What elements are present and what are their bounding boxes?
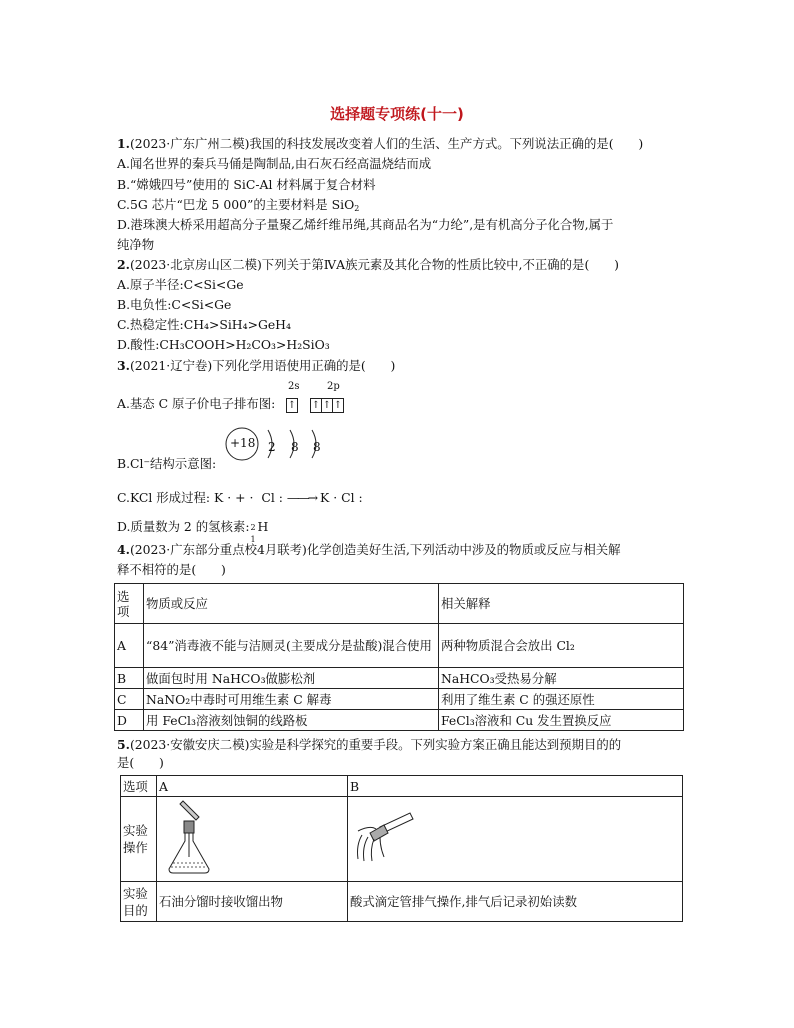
q5-number: 5. (117, 737, 130, 752)
table-row (115, 689, 684, 710)
q5-col-head: 选项 (121, 776, 157, 797)
q3-number: 3. (117, 358, 130, 373)
orbital-2p-label: 2p (327, 381, 340, 392)
q2-number: 2. (117, 257, 130, 272)
row-c-substance: NaNO₂中毒时可用维生素 C 解毒 (144, 689, 439, 710)
kcl-formation-equation (214, 489, 363, 507)
kcl-cl-right: Cl (341, 490, 355, 505)
row-b-substance: 做面包时用 NaHCO₃做膨松剂 (144, 668, 439, 689)
orbital-2p-box-2: ↑ (322, 400, 332, 411)
q4-table (114, 583, 684, 731)
shell-2-count: 8 (291, 440, 299, 454)
q5-row-goal: 实验目的 (121, 882, 157, 922)
q5-stem-line1 (117, 736, 621, 754)
header-substance: 物质或反应 (144, 584, 439, 624)
nuclide-symbol: H (257, 519, 269, 534)
q5-option-b-head: B (348, 776, 683, 797)
electron-dot: · (227, 490, 232, 505)
q5-table (120, 775, 683, 922)
q5-stem-line2: 是( ) (117, 755, 164, 770)
row-c-explanation: 利用了维生素 C 的强还原性 (439, 689, 684, 710)
burette-exhaust-figure (350, 807, 430, 867)
row-b-option: B (115, 668, 144, 689)
q3-option-d: D.质量数为 2 的氢核素: 2 1 H (117, 519, 269, 544)
q1-option-d-line2: 纯净物 (117, 237, 155, 252)
conical-flask-figure (159, 797, 219, 877)
q5-goal-b: 酸式滴定管排气操作,排气后记录初始读数 (348, 882, 683, 922)
q4-stem-line1 (117, 541, 621, 559)
table-header-row (121, 776, 683, 797)
q1-number: 1. (117, 136, 130, 151)
q1-option-c-sub: 2 (354, 204, 360, 213)
q1-option-c (117, 196, 359, 214)
kcl-k-left: K (214, 490, 224, 505)
row-a-substance: “84”消毒液不能与洁厕灵(主要成分是盐酸)混合使用 (144, 624, 439, 668)
plus-sign: + (235, 490, 246, 505)
q4-stem-text: (2023·广东部分重点校4月联考)化学创造美好生活,下列活动中涉及的物质或反应与相关解 (129, 542, 621, 557)
q1-stem-text: (2023·广东广州二模)我国的科技发展改变着人们的生活、生产方式。下列说法正确的是( ) (129, 136, 644, 151)
electron-dots: · (249, 490, 254, 505)
table-header-row (115, 584, 684, 624)
lone-pair: : (354, 490, 363, 505)
q1-option-b: B.“嫦娥四号”使用的 SiC-Al 材料属于复合材料 (117, 177, 376, 192)
kcl-cl-left: Cl (261, 490, 275, 505)
orbital-2s-box: ↑ (287, 400, 297, 411)
q3-option-a: A.基态 C 原子价电子排布图: (117, 396, 276, 411)
q1-option-a: A.闻名世界的秦兵马俑是陶制品,由石灰石经高温烧结而成 (117, 156, 432, 171)
q5-b-figure-cell (348, 797, 683, 882)
q1-option-d-line1: D.港珠澳大桥采用超高分子量聚乙烯纤维吊绳,其商品名为“力纶”,是有机高分子化合物,属于 (117, 217, 614, 232)
orbital-2p-box-1: ↑ (311, 400, 321, 411)
table-row (121, 882, 683, 922)
q3-option-b: B.Cl⁻结构示意图: (117, 456, 217, 471)
kcl-k-right: K (320, 490, 330, 505)
q3-option-c-text: C.KCl 形成过程: (117, 490, 211, 505)
q5-goal-a: 石油分馏时接收馏出物 (157, 882, 348, 922)
orbital-2p-box-3: ↑ (333, 400, 343, 411)
q3-stem (117, 357, 395, 375)
orbital-2p-boxes (311, 395, 344, 414)
orbital-diagram (287, 395, 298, 414)
row-d-option: D (115, 710, 144, 731)
electron-dot: · (333, 490, 338, 505)
q5-stem-text: (2023·安徽安庆二模)实验是科学探究的重要手段。下列实验方案正确且能达到预期目的的 (129, 737, 622, 752)
q3-option-d-text: D.质量数为 2 的氢核素: (117, 519, 250, 534)
row-d-substance: 用 FeCl₃溶液刻蚀铜的线路板 (144, 710, 439, 731)
shell-3-count: 8 (313, 440, 321, 454)
table-row (115, 668, 684, 689)
q5-option-a-head: A (157, 776, 348, 797)
q2-option-c: C.热稳定性:CH₄>SiH₄>GeH₄ (117, 317, 291, 332)
row-b-explanation: NaHCO₃受热易分解 (439, 668, 684, 689)
page-title: 选择题专项练(十一) (330, 105, 464, 123)
q1-stem (117, 135, 643, 153)
q2-stem (117, 256, 619, 274)
q2-stem-text: (2023·北京房山区二模)下列关于第ⅣA族元素及其化合物的性质比较中,不正确的是( ) (129, 257, 619, 272)
table-row (115, 710, 684, 731)
header-explanation: 相关解释 (439, 584, 684, 624)
table-row (121, 797, 683, 882)
q2-option-a: A.原子半径:C<Si<Ge (117, 277, 244, 292)
reaction-arrow: ——→ (286, 490, 317, 505)
shell-1-count: 2 (268, 440, 276, 454)
row-a-option: A (115, 624, 144, 668)
q1-option-c-text: C.5G 芯片“巴龙 5 000”的主要材料是 SiO (117, 197, 355, 212)
q2-option-b: B.电负性:C<Si<Ge (117, 297, 232, 312)
q3-option-c (117, 489, 210, 507)
row-d-explanation: FeCl₃溶液和 Cu 发生置换反应 (439, 710, 684, 731)
q3-stem-text: (2021·辽宁卷)下列化学用语使用正确的是( ) (129, 358, 396, 373)
q5-a-figure-cell (157, 797, 348, 882)
q5-row-operation: 实验操作 (121, 797, 157, 882)
row-c-option: C (115, 689, 144, 710)
row-a-explanation: 两种物质混合会放出 Cl₂ (439, 624, 684, 668)
table-row (115, 624, 684, 668)
nucleus-charge: +18 (230, 436, 256, 450)
orbital-2s-label: 2s (288, 381, 300, 392)
lone-pair: : (274, 490, 283, 505)
header-option: 选项 (115, 584, 144, 624)
q4-stem-line2: 释不相符的是( ) (117, 562, 226, 577)
q2-option-d: D.酸性:CH₃COOH>H₂CO₃>H₂SiO₃ (117, 337, 330, 352)
q4-number: 4. (117, 542, 130, 557)
